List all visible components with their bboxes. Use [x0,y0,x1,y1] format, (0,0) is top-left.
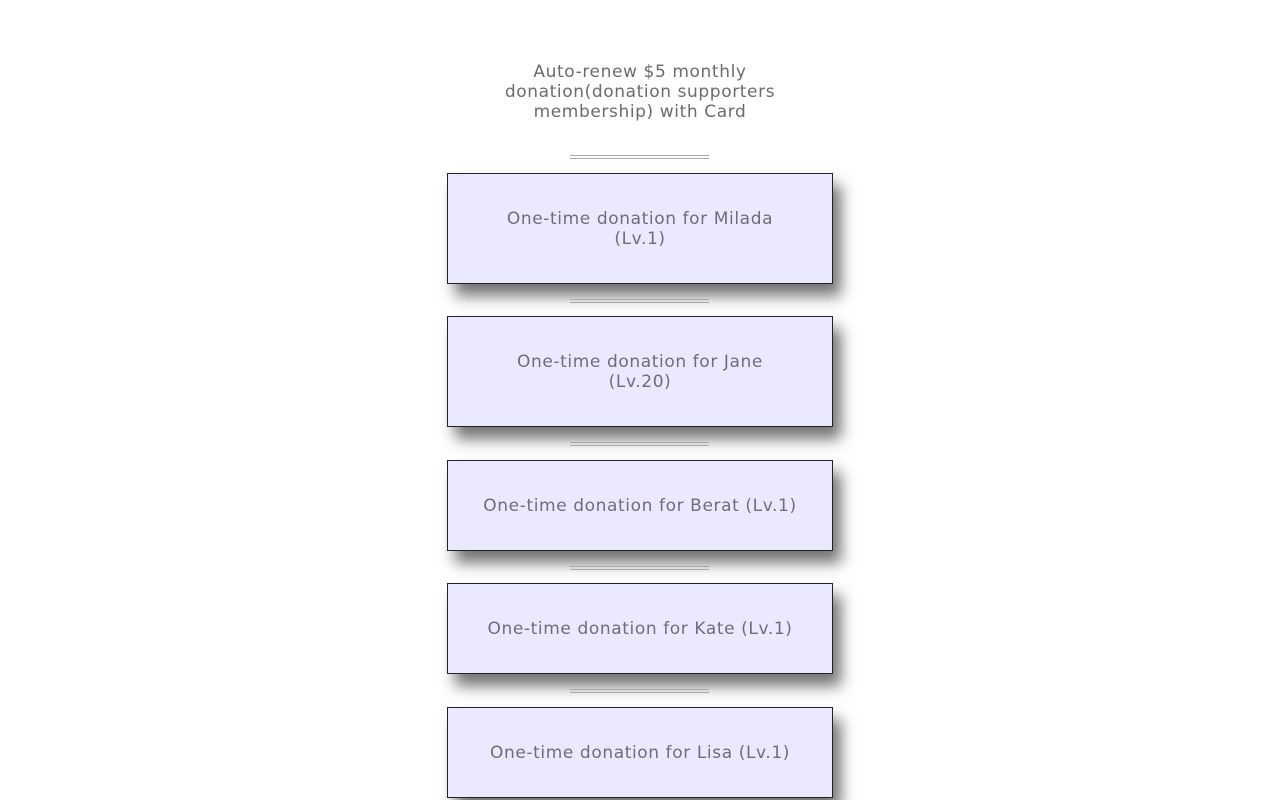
autorenew-donation-option[interactable]: Auto-renew $5 monthly donation(donation supporters membership) with Card [504,62,776,122]
divider [570,299,709,303]
donation-option-label: One-time donation for Jane (Lv.20) [517,351,763,392]
donation-option-berat[interactable] [447,460,833,551]
donation-option-kate[interactable] [447,583,833,674]
donation-option-label: One-time donation for Lisa (Lv.1) [489,742,791,763]
divider [570,566,709,570]
donation-option-milada[interactable] [447,173,833,284]
donation-option-label: One-time donation for Milada (Lv.1) [506,208,774,249]
divider [570,689,709,693]
donation-option-label: One-time donation for Kate (Lv.1) [487,618,793,639]
divider [570,442,709,446]
divider [570,155,709,159]
donation-option-jane[interactable] [447,316,833,427]
donation-option-label: One-time donation for Berat (Lv.1) [483,495,797,516]
donation-option-lisa[interactable] [447,707,833,798]
